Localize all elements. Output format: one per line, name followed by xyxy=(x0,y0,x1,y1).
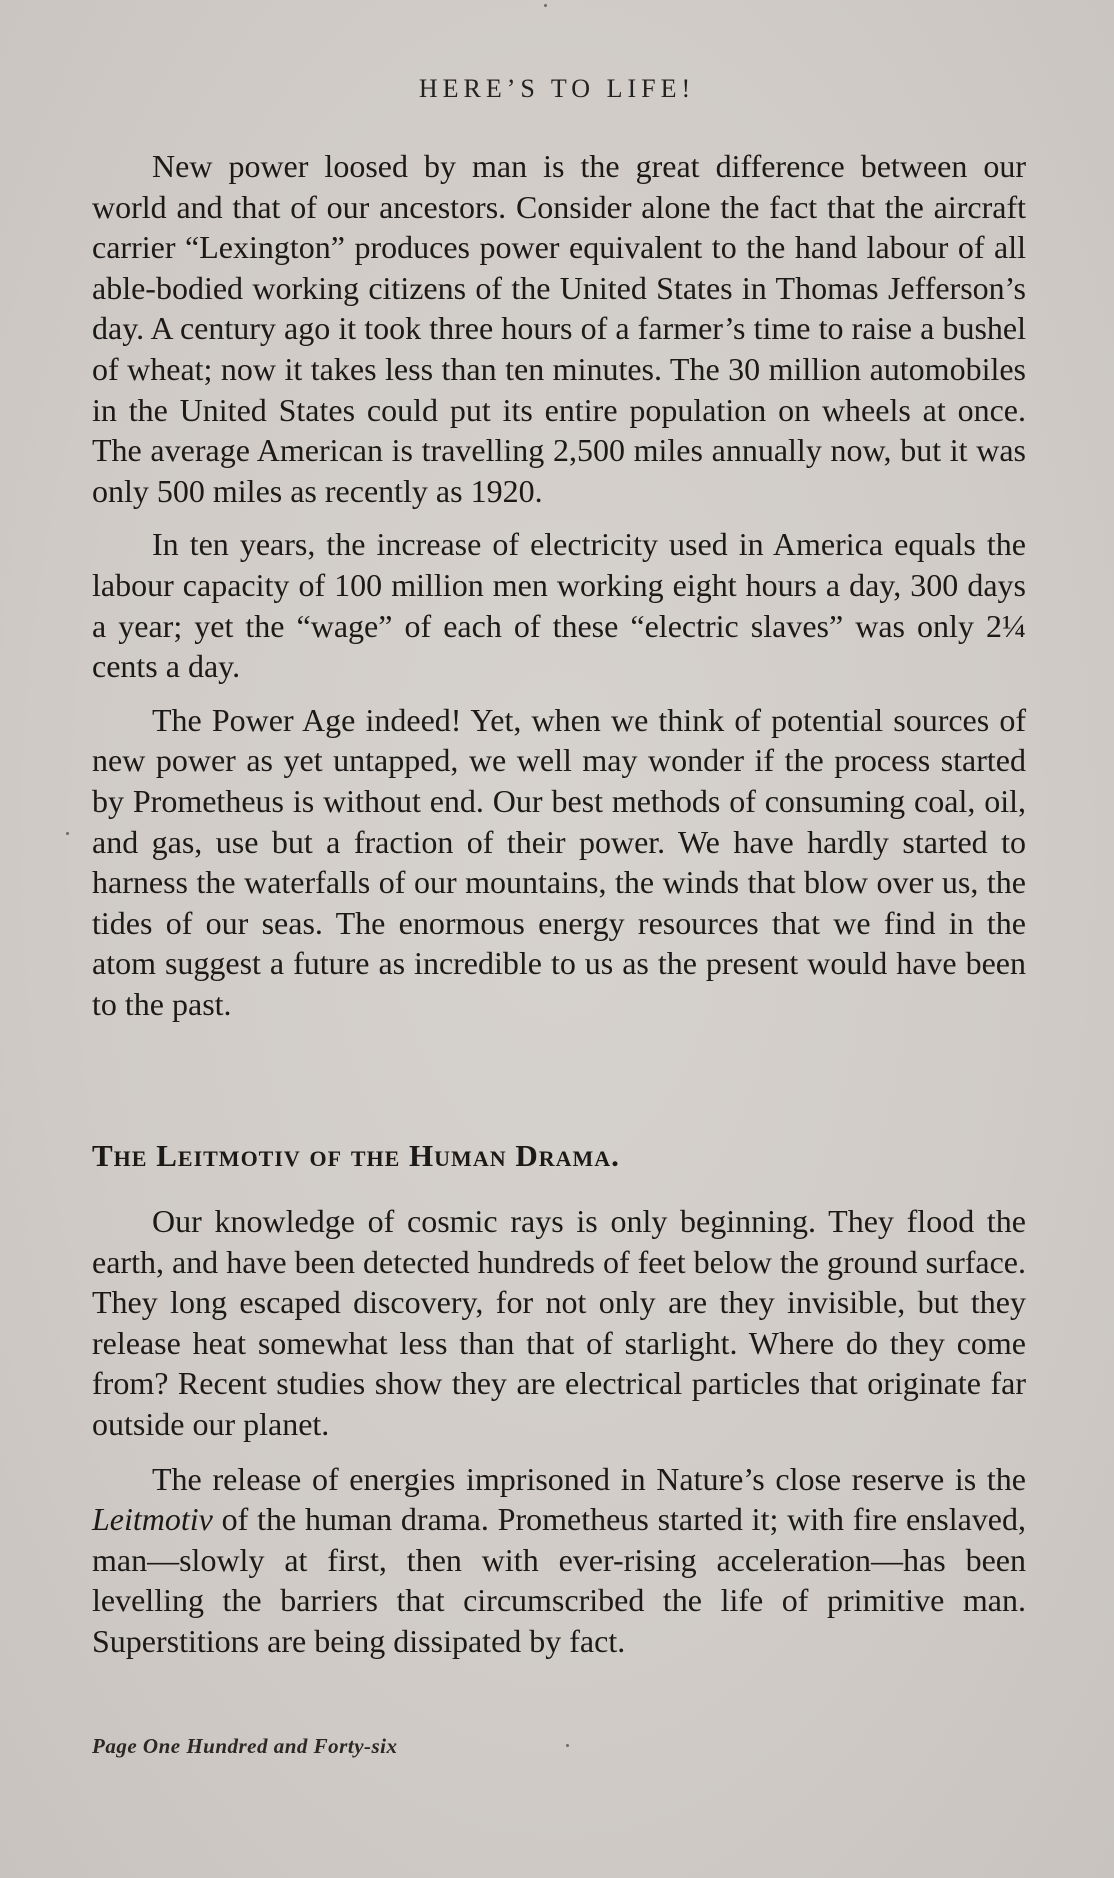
body-section-leitmotiv xyxy=(92,1201,1026,1662)
paragraph-new-power: New power loosed by man is the great difference between our world and that of our ancestors. Consider alone the fact that the aircraft carrier “Lexington” produces power equivalent to the hand labour of all able-bodied working citizens of the United States in Thomas Jefferson’s day. A century ago it took three hours of a farmer’s time to raise a bushel of wheat; now it takes less than ten minutes. The 30 million automobiles in the United States could put its entire population on wheels at once. The average American is travelling 2,500 miles annually now, but it was only 500 miles as recently as 1920. xyxy=(92,148,1026,509)
section-heading: The Leitmotiv of the Human Drama. xyxy=(92,1138,620,1173)
page-number-footer: Page One Hundred and Forty-six xyxy=(92,1734,398,1758)
body-section-power xyxy=(92,146,1026,1024)
release-text-after: of the human drama. Prometheus started it; with fire enslaved, man—slowly at first, then with ever-rising acceleration—has been levelling the barriers that circumscribed the life of primitive man. Superstitions are being dissipated by fact. xyxy=(92,1501,1026,1659)
paper-speck xyxy=(566,1744,569,1747)
release-text-before: The release of energies imprisoned in Nature’s close reserve is the xyxy=(152,1460,1026,1497)
paragraph-release-energies xyxy=(92,1459,1026,1662)
paragraph-electricity: In ten years, the increase of electricity used in America equals the labour capacity of 100 million men working eight hours a day, 300 days a year; yet the “wage” of each of these “electric slaves” was only 2¼ cents a day. xyxy=(92,526,1026,685)
paragraph-cosmic-rays: Our knowledge of cosmic rays is only beginning. They flood the earth, and have been detected hundreds of feet below the ground surface. They long escaped discovery, for not only are they invisible, but they release heat somewhat less than that of starlight. Where do they come from? Recent studies show they are electrical particles that originate far outside our planet. xyxy=(92,1203,1026,1442)
paper-speck xyxy=(544,4,547,7)
paragraph-power-age: The Power Age indeed! Yet, when we think of potential sources of new power as yet untapped, we well may wonder if the process started by Prometheus is without end. Our best methods of consuming coal, oil, and gas, use but a fraction of their power. We have hardly started to harness the waterfalls of our mountains, the winds that blow over us, the tides of our seas. The enormous energy resources that we find in the atom suggest a future as incredible to us as the present would have been to the past. xyxy=(92,701,1026,1022)
leitmotiv-italic: Leitmotiv xyxy=(92,1501,213,1538)
paper-speck xyxy=(66,832,69,835)
running-head: HERE’S TO LIFE! xyxy=(418,74,696,103)
